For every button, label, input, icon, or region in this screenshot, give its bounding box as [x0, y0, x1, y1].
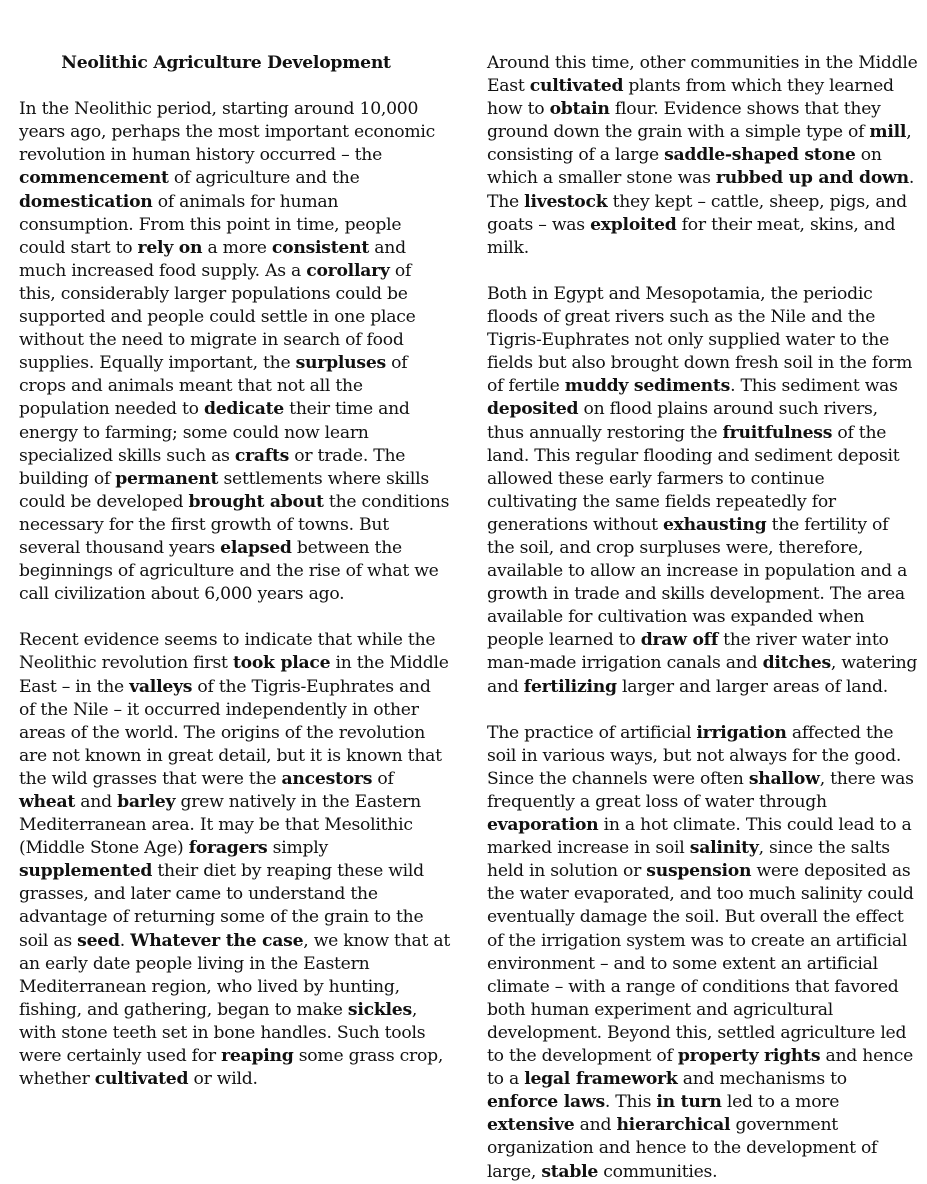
- paragraph-agriculture-revolution: In the Neolithic period, starting around 10,000 years ago, perhaps the most important economic revolution in human history occurred – the commencement of agriculture and the domestication of animals for human consumption. From this point in time, people could start to rely on a more consistent and much increased food supply. As a corollary of this, considerably larger populations could be supported and people could settle in one place without the need to migrate in search of food supplies. Equally important, the surpluses of crops and animals meant that not all the population needed to dedicate their time and energy to farming; some could now learn specialized skills such as crafts or trade. The building of permanent settlements where skills could be developed brought about the conditions necessary for the first growth of towns. But several thousand years elapsed between the beginnings of agriculture and the rise of what we call civilization about 6,000 years ago.: [19, 99, 450, 605]
- keyword: deposited: [487, 399, 579, 420]
- keyword: permanent: [115, 468, 219, 489]
- keyword: draw off: [640, 630, 718, 651]
- keyword: rely on: [137, 237, 203, 258]
- keyword: sickles: [347, 999, 412, 1020]
- keyword: obtain: [549, 99, 610, 120]
- keyword: fertilizing: [523, 676, 617, 697]
- keyword: extensive: [487, 1115, 575, 1136]
- document-title: Neolithic Agriculture Development: [61, 53, 391, 73]
- right-column: [487, 52, 919, 1184]
- keyword: saddle-shaped stone: [664, 145, 856, 166]
- keyword: dedicate: [203, 399, 284, 420]
- keyword: exploited: [590, 214, 677, 235]
- keyword: evaporation: [487, 815, 599, 836]
- keyword: Whatever the case: [130, 930, 304, 951]
- keyword: valleys: [129, 676, 193, 697]
- keyword: brought about: [188, 491, 324, 512]
- keyword: barley: [117, 792, 176, 812]
- keyword: property rights: [677, 1046, 821, 1067]
- keyword: elapsed: [220, 537, 292, 558]
- paragraph-origins: Recent evidence seems to indicate that while the Neolithic revolution first took place in the Middle East – in the valleys of the Tigris-Euphrates and of the Nile – it occurred independently in other areas of the world. The origins of the revolution are not known in great detail, but it is known that the wild grasses that were the ancestors of wheat and barley grew natively in the Eastern Mediterranean area. It may be that Mesolithic (Middle Stone Age) foragers simply supplemented their diet by reaping these wild grasses, and later came to understand the advantage of returning some of the grain to the soil as seed. Whatever the case, we know that at an early date people living in the Eastern Mediterranean region, who lived by hunting, fishing, and gathering, began to make sickles, with stone teeth set in bone handles. Such tools were certainly used for reaping some grass crop, whether cultivated or wild.: [19, 630, 451, 1090]
- paragraph-flour-and-livestock: Around this time, other communities in the Middle East cultivated plants from which they learned how to obtain flour. Evidence shows that they ground down the grain with a simple type of mill, consisting of a large saddle-shaped stone on which a smaller stone was rubbed up and down. The livestock they kept – cattle, sheep, pigs, and goats – was exploited for their meat, skins, and milk.: [487, 53, 918, 258]
- paragraph-irrigation: The practice of artificial irrigation affected the soil in various ways, but not always for the good. Since the channels were often shallow, there was frequently a great loss of water through evaporation in a hot climate. This could lead to a marked increase in soil salinity, since the salts held in solution or suspension were deposited as the water evaporated, and too much salinity could eventually damage the soil. But overall the effect of the irrigation system was to create an artificial environment – and to some extent an artificial climate – with a range of conditions that favored both human experiment and agricultural development. Beyond this, settled agriculture led to the development of property rights and hence to a legal framework and mechanisms to enforce laws. This in turn led to a more extensive and hierarchical government organization and hence to the development of large, stable communities.: [487, 722, 914, 1182]
- keyword: took place: [232, 653, 331, 674]
- keyword: mill: [869, 122, 907, 143]
- keyword: surpluses: [295, 353, 386, 374]
- keyword: supplemented: [19, 861, 153, 882]
- left-column: [19, 52, 451, 1091]
- keyword: shallow: [748, 768, 820, 789]
- keyword: legal framework: [524, 1069, 678, 1090]
- keyword: consistent: [271, 237, 370, 258]
- keyword: commencement: [19, 168, 169, 189]
- keyword: salinity: [689, 838, 759, 859]
- keyword: exhausting: [662, 514, 767, 535]
- keyword: suspension: [646, 861, 752, 882]
- keyword: enforce laws: [487, 1092, 605, 1113]
- keyword: fruitfulness: [722, 422, 833, 443]
- keyword: in turn: [656, 1092, 722, 1113]
- keyword: ancestors: [281, 768, 373, 789]
- keyword: corollary: [306, 260, 390, 281]
- keyword: ditches: [762, 653, 831, 674]
- paragraph-river-floods: Both in Egypt and Mesopotamia, the periodic floods of great rivers such as the Nile and the Tigris-Euphrates not only supplied water to the fields but also brought down fresh soil in the form of fertile muddy sediments. This sediment was deposited on flood plains around such rivers, thus annually restoring the fruitfulness of the land. This regular flooding and sediment deposit allowed these early farmers to continue cultivating the same fields repeatedly for generations without exhausting the fertility of the soil, and crop surpluses were, therefore, available to allow an increase in population and a growth in trade and skills development. The area available for cultivation was expanded when people learned to draw off the river water into man-made irrigation canals and ditches, watering and fertilizing larger and larger areas of land.: [487, 283, 918, 697]
- keyword: irrigation: [696, 722, 787, 743]
- keyword: livestock: [524, 191, 608, 212]
- keyword: muddy sediments: [564, 376, 731, 397]
- keyword: domestication: [19, 191, 153, 212]
- keyword: reaping: [221, 1046, 294, 1067]
- keyword: cultivated: [94, 1069, 189, 1090]
- keyword: seed: [77, 930, 120, 951]
- keyword: cultivated: [529, 76, 624, 97]
- keyword: hierarchical: [616, 1115, 731, 1136]
- keyword: crafts: [234, 445, 290, 466]
- keyword: rubbed up and down: [715, 168, 909, 189]
- keyword: stable: [541, 1161, 599, 1182]
- keyword: foragers: [188, 838, 268, 859]
- keyword: wheat: [19, 792, 76, 812]
